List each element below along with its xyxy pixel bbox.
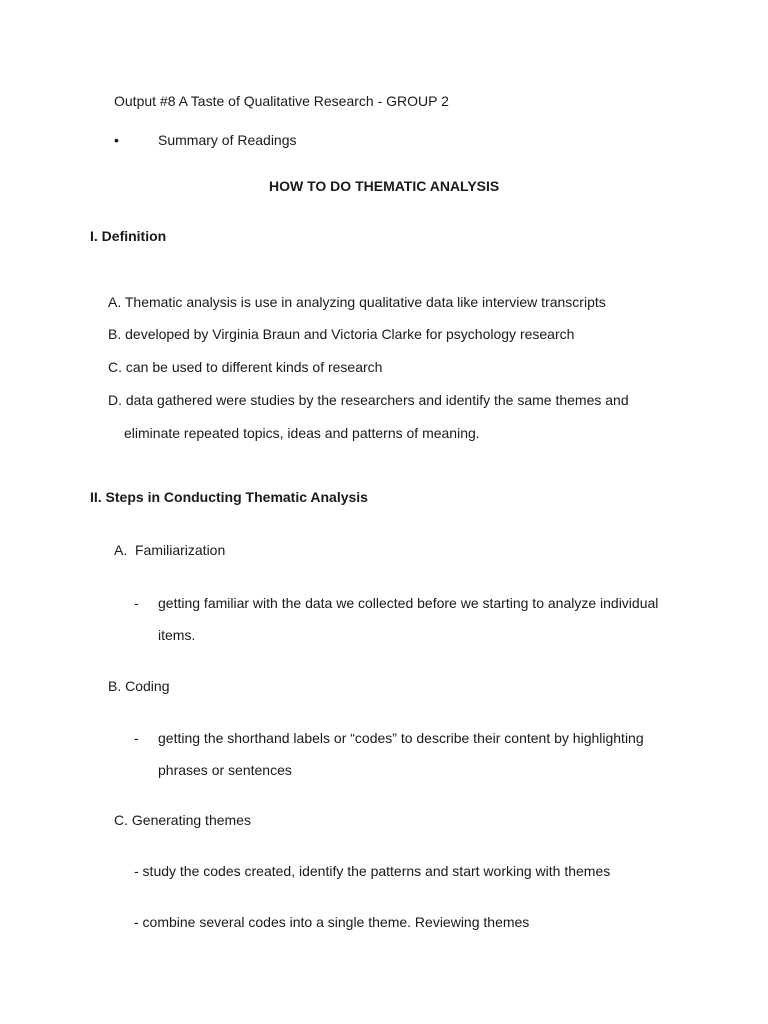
definition-item-a: A. Thematic analysis is use in analyzing qualitative data like interview transcripts xyxy=(108,294,606,310)
step-a-title: Familiarization xyxy=(135,542,226,558)
step-b-detail-line2: phrases or sentences xyxy=(158,762,292,778)
step-c-detail-line2: - combine several codes into a single theme. Reviewing themes xyxy=(134,914,530,930)
bullet-text: Summary of Readings xyxy=(158,132,297,148)
step-a-detail-line1: getting familiar with the data we collected before we starting to analyze individual xyxy=(158,595,659,611)
output-title: Output #8 A Taste of Qualitative Research - GROUP 2 xyxy=(114,93,449,109)
step-a-dash: - xyxy=(134,595,139,611)
step-a-detail-line2: items. xyxy=(158,627,196,643)
step-c-detail-line1: - study the codes created, identify the patterns and start working with themes xyxy=(134,863,611,879)
section2-heading: II. Steps in Conducting Thematic Analysis xyxy=(90,489,368,505)
definition-item-b: B. developed by Virginia Braun and Victoria Clarke for psychology research xyxy=(108,326,575,342)
step-a-label: A. xyxy=(114,542,128,558)
step-b-dash: - xyxy=(134,730,139,746)
step-b-detail-line1: getting the shorthand labels or “codes” to describe their content by highlighting xyxy=(158,730,644,746)
step-b-title: B. Coding xyxy=(108,678,170,694)
definition-item-d-continued: eliminate repeated topics, ideas and patterns of meaning. xyxy=(124,425,480,441)
main-title: HOW TO DO THEMATIC ANALYSIS xyxy=(269,178,500,194)
bullet-icon: • xyxy=(114,132,119,148)
definition-item-c: C. can be used to different kinds of research xyxy=(108,359,383,375)
step-c-title: C. Generating themes xyxy=(114,812,251,828)
definition-item-d: D. data gathered were studies by the researchers and identify the same themes and xyxy=(108,392,629,408)
section1-heading: I. Definition xyxy=(90,228,167,244)
